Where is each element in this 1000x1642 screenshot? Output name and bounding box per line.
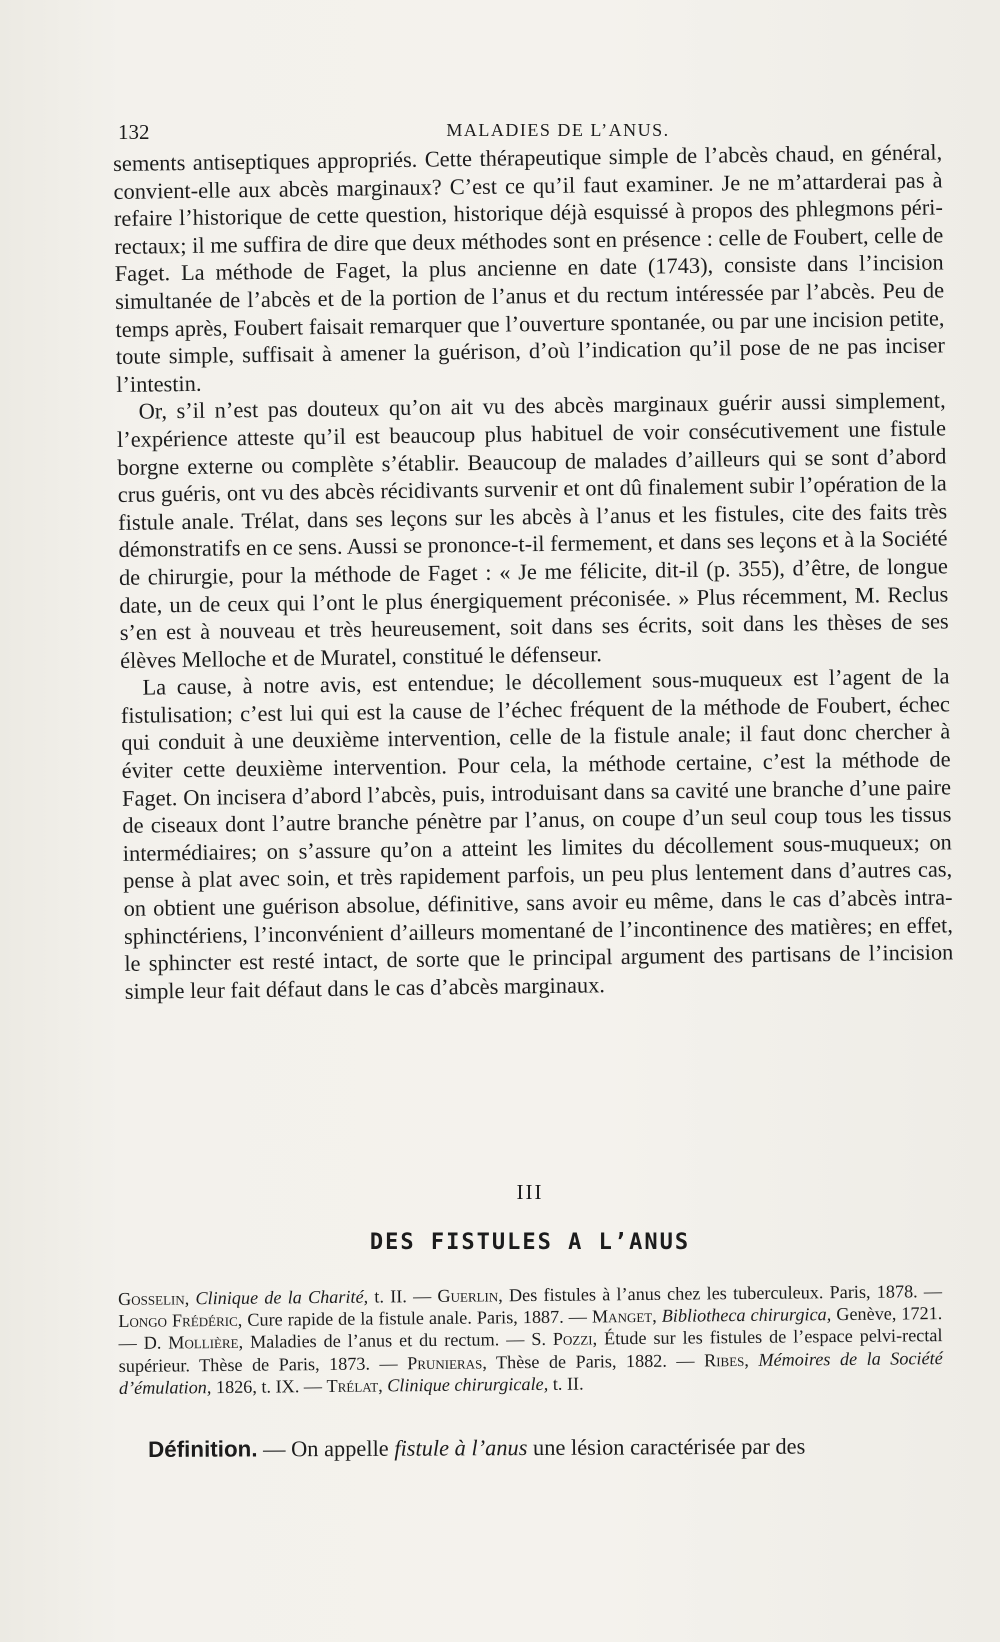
- paragraph: sements antiseptiques appropriés. Cette thérapeutique simple de l’abcès chaud, en général, convient-elle aux abcès marginaux? C’est ce qu’il faut examiner. Je ne m’attarderai pas à refaire l’historique de cette question, historique déjà esquissé à propos des phlegmons péri-rectaux; il me suffira de dire que deux méthodes sont en présence : celle de Foubert, celle de Faget. La méthode de Faget, la plus ancienne en date (1743), consiste dans l’incision simultanée de l’abcès et de la portion de l’anus et du rectum intéressée par l’abcès. Peu de temps après, Foubert faisait remarquer que l’ouverture spontanée, ou par une incision petite, toute simple, suffisait à amener la guérison, d’où l’indication qu’il pose de ne pas inciser l’intestin.: [113, 139, 945, 397]
- bib-entry: Manget, Bibliotheca chirurgica, Genève, 1721. —: [118, 1303, 943, 1354]
- definition-paragraph: [148, 1433, 945, 1463]
- body-text: [113, 138, 954, 1005]
- definition-dash: — On appelle: [257, 1435, 395, 1462]
- definition-term: fistule à l’anus: [394, 1435, 528, 1461]
- bib-entry: Guerlin, Des fistules à l’anus chez les tuberculeux. Paris, 1878. —: [437, 1281, 943, 1306]
- bib-entry: Trélat, Clinique chirurgicale, t. II.: [326, 1373, 584, 1396]
- bib-entry: Prunieras, Thèse de Paris, 1882. —: [407, 1349, 705, 1373]
- running-head: MALADIES DE L’ANUS.: [446, 120, 670, 140]
- definition-rest: une lésion caractérisée par des: [527, 1433, 806, 1461]
- bib-entry: D. Mollière, Maladies de l’anus et du rectum. —: [143, 1329, 532, 1354]
- bib-entry: Longo Frédéric, Cure rapide de la fistule anale. Paris, 1887. —: [118, 1306, 593, 1332]
- paragraph: La cause, à notre avis, est entendue; le décollement sous-muqueux est l’agent de la fistulisation; c’est lui qui est la cause de l’échec fréquent de la méthode de Foubert, échec qui conduit à une deuxième intervention, celle de la fistule anale; il faut donc chercher à éviter cette deuxième intervention. Pour cela, la méthode certaine, c’est la méthode de Faget. On incisera d’abord l’abcès, puis, introduisant dans sa cavité une branche d’une paire de ciseaux dont l’autre branche pénètre par l’anus, on coupe d’un seul coup tous les tissus intermédiaires; on s’assure qu’on a atteint les limites du décollement sous-muqueux; on pense à plat avec soin, et très rapidement parfois, un peu plus lentement dans d’autres cas, on obtient une guérison absolue, définitive, sans avoir eu même, dans le cas d’abcès intra-sphinctériens, l’inconvénient d’ailleurs momentané de l’incontinence des matières; en effet, le sphincter est resté intact, de sorte que le principal argument des partisans de l’incision simple leur fait défaut dans le cas d’abcès marginaux.: [120, 663, 954, 1004]
- bib-entry: Ribes, Mémoires de la Société d’émulation, 1826, t. IX. —: [118, 1347, 943, 1398]
- section-number: III: [516, 1180, 544, 1204]
- paragraph: Or, s’il n’est pas douteux qu’on ait vu des abcès marginaux guérir aussi simplement, l’expérience atteste qu’il est beaucoup plus habituel de voir consécutivement une fistule borgne externe ou complète s’établir. Beaucoup de malades d’ailleurs qui se sont d’abord crus guéris, ont vu des abcès récidivants survenir et ont dû finalement subir l’opération de la fistule anale. Trélat, dans ses leçons sur les abcès à l’anus et les fistules, cite des faits très démonstratifs en ce sens. Aussi se prononce-t-il fermement, et dans ses leçons et à la Société de chirurgie, pour la méthode de Faget : « Je me félicite, dit-il (p. 355), d’être, de longue date, un de ceux qui l’ont le plus énergiquement préconisée. » Plus récemment, M. Reclus s’en est à nouveau et très heureusement, soit dans ses écrits, soit dans les thèses de ses élèves Melloche et de Muratel, constitué le défenseur.: [116, 387, 949, 673]
- bib-entry: Gosselin, Clinique de la Charité, t. II. —: [118, 1285, 438, 1309]
- definition-label: Définition.: [148, 1436, 258, 1462]
- bib-entry: S. Pozzi, Étude sur les fistules de l’espace pelvi-rectal supérieur. Thèse de Paris, 1873. —: [118, 1325, 943, 1376]
- bibliography: [118, 1280, 943, 1399]
- section-title: DES FISTULES A L’ANUS: [369, 1230, 691, 1255]
- page-number: 132: [118, 120, 150, 144]
